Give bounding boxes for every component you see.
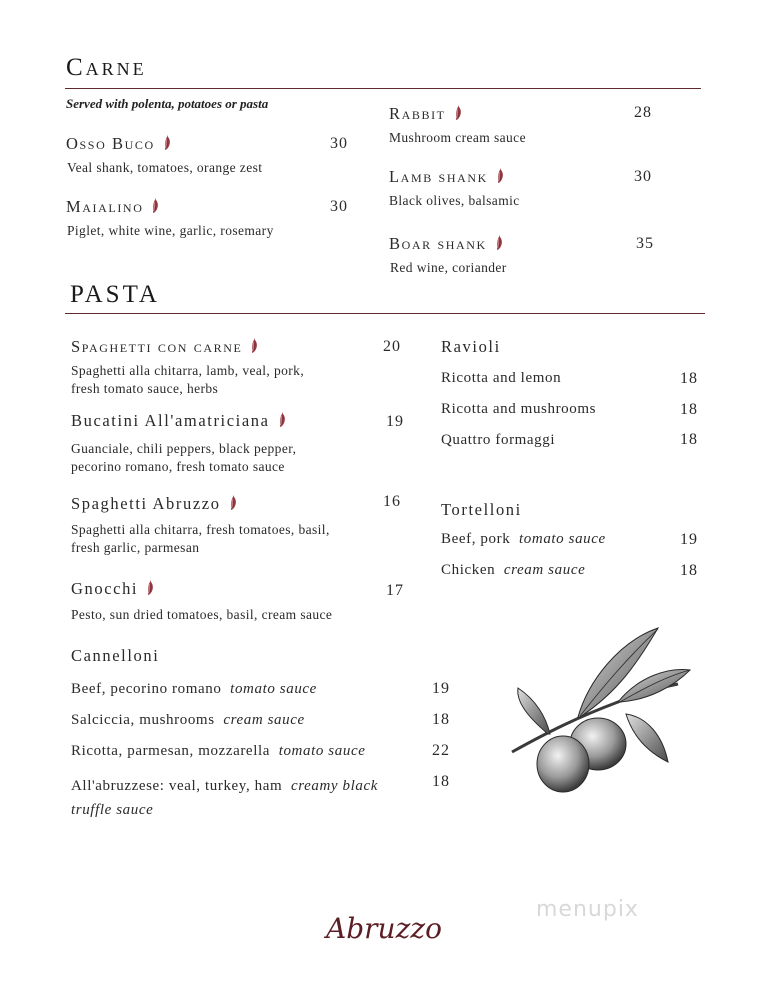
list-item-price: 18 bbox=[680, 562, 698, 579]
list-item: All'abruzzese: veal, turkey, ham creamy black truffle sauce bbox=[71, 778, 378, 818]
menu-item-desc: Pesto, sun dried tomatoes, basil, cream sauce bbox=[71, 607, 333, 622]
menu-item-desc: Veal shank, tomatoes, orange zest bbox=[67, 160, 263, 175]
menu-item-desc: Red wine, coriander bbox=[390, 260, 507, 275]
menu-item-price: 28 bbox=[634, 104, 652, 121]
subsection-title-cannelloni: Cannelloni bbox=[71, 646, 160, 665]
menu-item-desc: Black olives, balsamic bbox=[389, 193, 520, 208]
menu-item-name: Spaghetti Abruzzo bbox=[71, 494, 237, 514]
list-item: Ricotta and mushrooms bbox=[441, 401, 597, 417]
menu-item-price: 30 bbox=[330, 135, 348, 152]
chili-pepper-icon bbox=[454, 105, 462, 120]
menu-item-name: Osso Buco bbox=[66, 134, 171, 154]
list-item-price: 22 bbox=[432, 742, 450, 759]
chili-pepper-icon bbox=[250, 338, 258, 353]
section-subtitle: Served with polenta, potatoes or pasta bbox=[66, 96, 269, 111]
list-item-price: 18 bbox=[432, 773, 450, 790]
menu-item-name: Bucatini All'amatriciana bbox=[71, 411, 286, 431]
menu-item-price: 35 bbox=[636, 235, 654, 252]
chili-pepper-icon bbox=[278, 412, 286, 427]
chili-pepper-icon bbox=[146, 580, 154, 595]
olive-branch-illustration bbox=[508, 622, 698, 802]
list-item-price: 18 bbox=[680, 401, 698, 418]
menu-item-desc: Spaghetti alla chitarra, fresh tomatoes, basil, fresh garlic, parmesan bbox=[71, 522, 330, 555]
list-item-price: 18 bbox=[680, 370, 698, 387]
menu-item-name: Maialino bbox=[66, 197, 159, 217]
list-item: Quattro formaggi bbox=[441, 432, 556, 448]
list-item: Beef, pork tomato sauce bbox=[441, 531, 606, 547]
menu-item-price: 30 bbox=[330, 198, 348, 215]
menu-item-name: Spaghetti con carne bbox=[71, 337, 258, 357]
chili-pepper-icon bbox=[496, 168, 504, 183]
restaurant-logo: Abruzzo bbox=[326, 912, 442, 945]
menu-item-price: 16 bbox=[383, 493, 401, 510]
subsection-title-tortelloni: Tortelloni bbox=[441, 500, 522, 519]
list-item-price: 19 bbox=[680, 531, 698, 548]
list-item-price: 18 bbox=[432, 711, 450, 728]
chili-pepper-icon bbox=[495, 235, 503, 250]
menu-item-price: 20 bbox=[383, 338, 401, 355]
menu-item-price: 19 bbox=[386, 413, 404, 430]
menu-item-name: Lamb shank bbox=[389, 167, 504, 187]
menu-item-desc: Guanciale, chili peppers, black pepper, pecorino romano, fresh tomato sauce bbox=[71, 441, 297, 474]
chili-pepper-icon bbox=[151, 198, 159, 213]
list-item: Ricotta, parmesan, mozzarella tomato sauce bbox=[71, 743, 366, 759]
subsection-title-ravioli: Ravioli bbox=[441, 337, 501, 356]
section-title-pasta: PASTA bbox=[70, 281, 160, 308]
section-divider bbox=[65, 313, 705, 314]
watermark: menupix bbox=[536, 897, 639, 922]
list-item: Ricotta and lemon bbox=[441, 370, 562, 386]
menu-item-price: 17 bbox=[386, 582, 404, 599]
chili-pepper-icon bbox=[229, 495, 237, 510]
menu-item-name: Rabbit bbox=[389, 104, 462, 124]
menu-item-name: Gnocchi bbox=[71, 579, 154, 599]
list-item: Beef, pecorino romano tomato sauce bbox=[71, 681, 317, 697]
menu-item-desc: Mushroom cream sauce bbox=[389, 130, 526, 145]
section-title-carne: Carne bbox=[66, 54, 147, 81]
section-divider bbox=[65, 88, 701, 89]
list-item: Salciccia, mushrooms cream sauce bbox=[71, 712, 305, 728]
list-item-price: 18 bbox=[680, 431, 698, 448]
list-item: Chicken cream sauce bbox=[441, 562, 586, 578]
menu-item-name: Boar shank bbox=[389, 234, 503, 254]
chili-pepper-icon bbox=[163, 135, 171, 150]
menu-item-price: 30 bbox=[634, 168, 652, 185]
list-item-price: 19 bbox=[432, 680, 450, 697]
menu-item-desc: Spaghetti alla chitarra, lamb, veal, pork, fresh tomato sauce, herbs bbox=[71, 363, 305, 396]
menu-item-desc: Piglet, white wine, garlic, rosemary bbox=[67, 223, 274, 238]
